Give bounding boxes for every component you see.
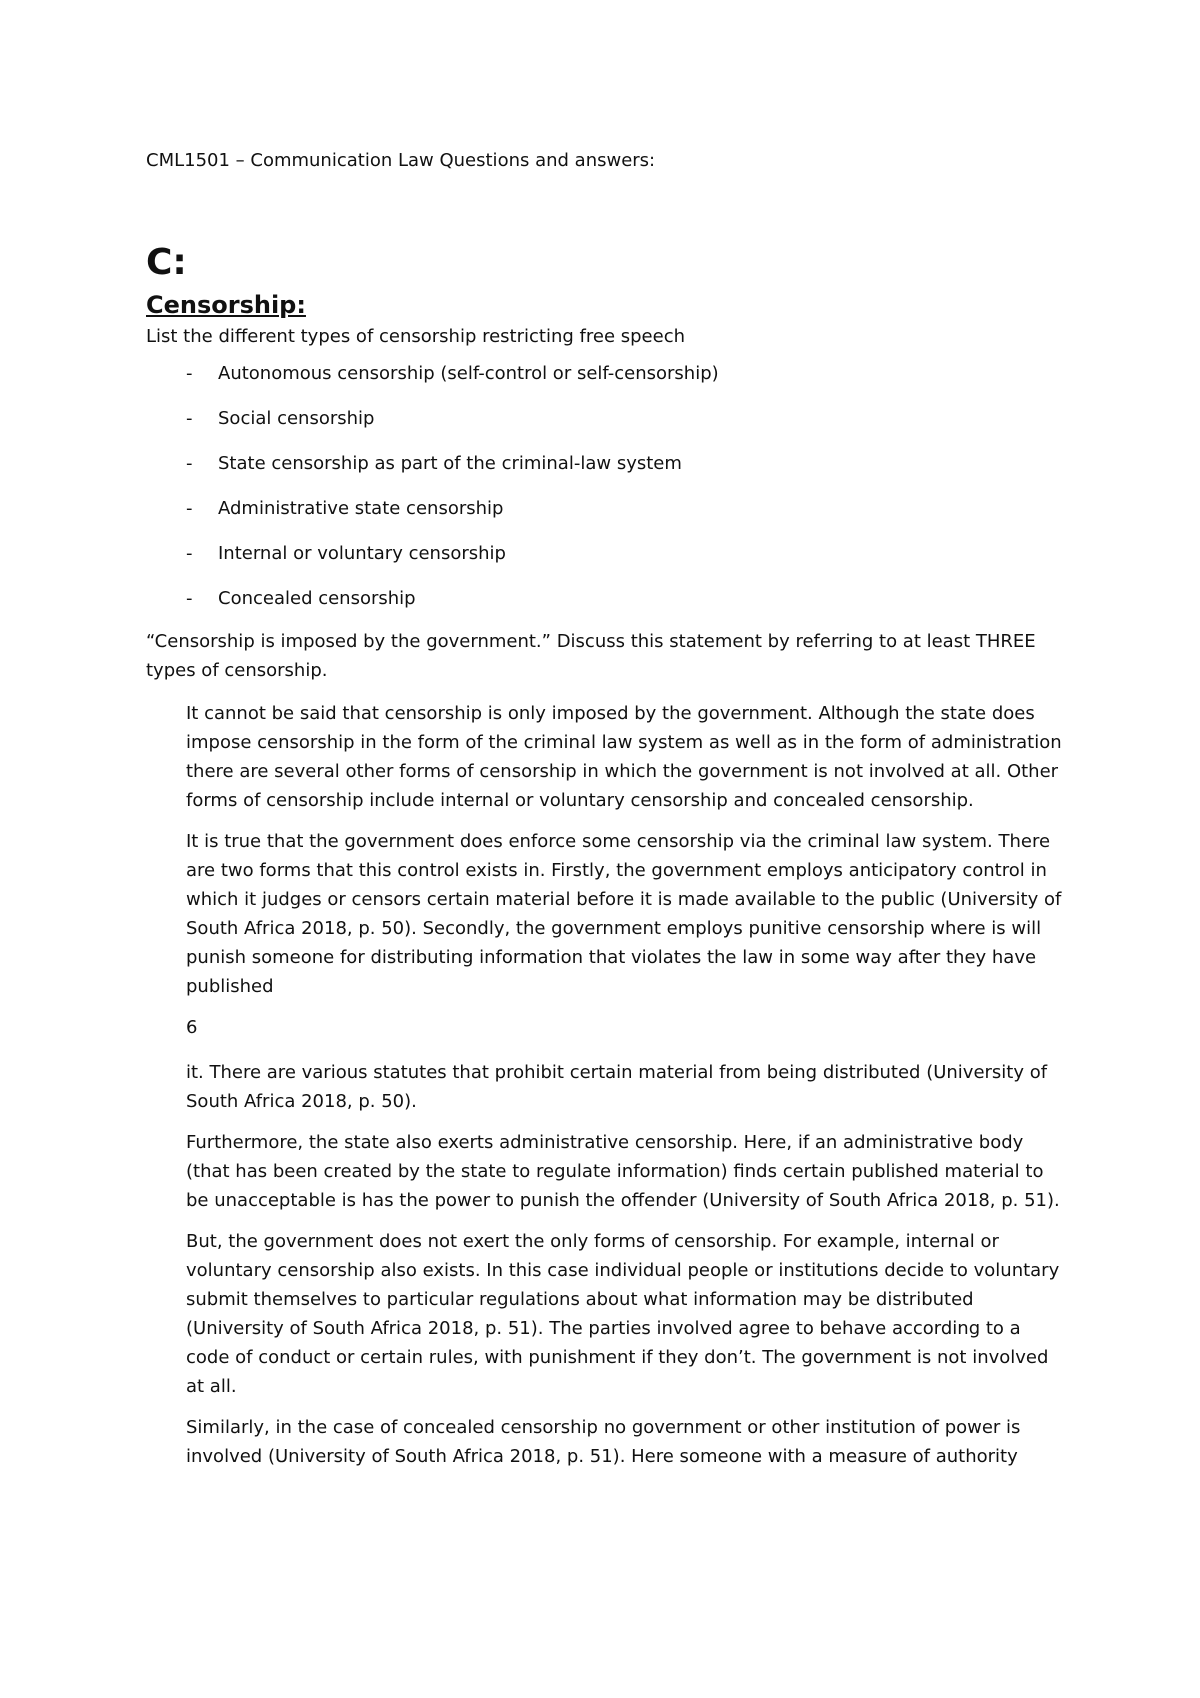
censorship-types-list — [146, 359, 1056, 613]
bullet-dash: - — [186, 498, 193, 519]
answer-paragraph: It cannot be said that censorship is only imposed by the government. Although the state does impose censorship in the form of the criminal law system as well as in the form of administration there are several other forms of censorship in which the government is not involved at all. Other forms of censorship include internal or voluntary censorship and concealed censorship. — [186, 703, 1062, 811]
list-item — [146, 449, 1056, 478]
list-item-text: Concealed censorship — [218, 588, 416, 609]
list-item-text: Internal or voluntary censorship — [218, 543, 506, 564]
list-item-text: State censorship as part of the criminal-law system — [218, 453, 682, 474]
list-question: List the different types of censorship restricting free speech — [146, 326, 685, 347]
list-item-text: Autonomous censorship (self-control or self-censorship) — [218, 363, 719, 384]
answer-paragraph: It is true that the government does enforce some censorship via the criminal law system. There are two forms that this control exists in. Firstly, the government employs anticipatory control in which it judges or censors certain material before it is made available to the public (University of South Africa 2018, p. 50). Secondly, the government employs punitive censorship where is will punish someone for distributing information that violates the law in some way after they have published — [186, 831, 1062, 997]
list-item — [146, 584, 1056, 613]
bullet-dash: - — [186, 543, 193, 564]
bullet-dash: - — [186, 363, 193, 384]
list-item — [146, 404, 1056, 433]
bullet-dash: - — [186, 453, 193, 474]
section-letter: C: — [146, 242, 187, 283]
answer-paragraph: it. There are various statutes that prohibit certain material from being distributed (University of South Africa 2018, p. 50). — [186, 1062, 1048, 1112]
list-item — [146, 359, 1056, 388]
list-item — [146, 494, 1056, 523]
list-item-text: Administrative state censorship — [218, 498, 504, 519]
page-number: 6 — [186, 1017, 198, 1038]
document-body — [146, 238, 1062, 1483]
section-heading: Censorship: — [146, 291, 306, 319]
answer-block — [186, 699, 1066, 1471]
answer-paragraph: Furthermore, the state also exerts administrative censorship. Here, if an administrative body (that has been created by the state to regulate information) finds certain published material to be unacceptable is has the power to punish the offender (University of South Africa 2018, p. 51). — [186, 1132, 1060, 1211]
discussion-question: “Censorship is imposed by the government.” Discuss this statement by referring to at least THREE types of censorship. — [146, 631, 1036, 681]
list-item-text: Social censorship — [218, 408, 375, 429]
bullet-dash: - — [186, 588, 193, 609]
answer-paragraph: But, the government does not exert the only forms of censorship. For example, internal or voluntary censorship also exists. In this case individual people or institutions decide to voluntary submit themselves to particular regulations about what information may be distributed (University of South Africa 2018, p. 51). The parties involved agree to behave according to a code of conduct or certain rules, with punishment if they don’t. The government is not involved at all. — [186, 1231, 1060, 1397]
answer-paragraph: Similarly, in the case of concealed censorship no government or other institution of power is involved (University of South Africa 2018, p. 51). Here someone with a measure of authority — [186, 1417, 1021, 1467]
bullet-dash: - — [186, 408, 193, 429]
document-title: CML1501 – Communication Law Questions and answers: — [146, 150, 656, 171]
list-item — [146, 539, 1056, 568]
